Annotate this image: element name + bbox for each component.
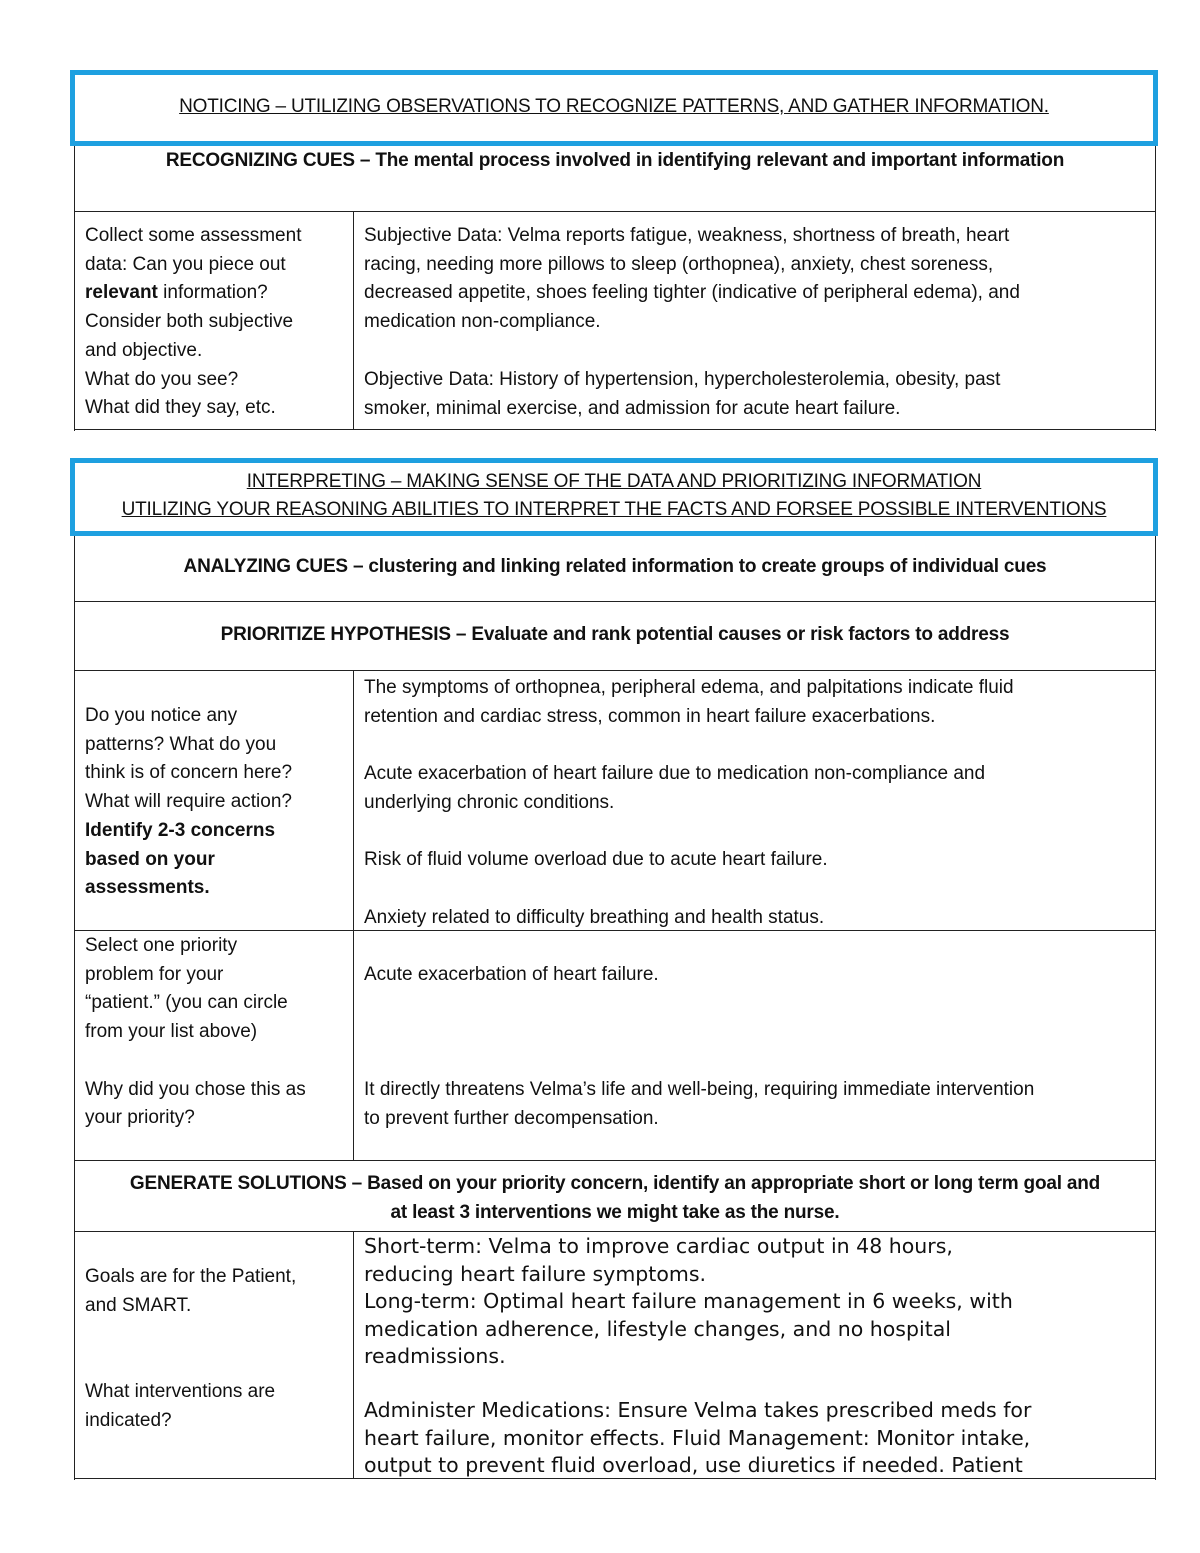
goals-answer: Short-term: Velma to improve cardiac output in 48 hours, reducing heart failure symptoms. Long-term: Optimal heart failure management in 6 weeks, with medication adherence, lifestyle changes, and no hospital readmissions. <box>364 1234 1013 1368</box>
interpreting-title-2: UTILIZING YOUR REASONING ABILITIES TO INTERPRET THE FACTS AND FORSEE POSSIBLE INTERVENTIONS <box>121 499 1107 520</box>
recognizing-cues-heading: RECOGNIZING CUES – The mental process involved in identifying relevant and important information <box>165 150 1065 171</box>
why-answer: It directly threatens Velma’s life and well-being, requiring immediate intervention to prevent further decompensation. <box>364 1079 1035 1129</box>
interventions-answer: Administer Medications: Ensure Velma takes prescribed meds for heart failure, monitor effects. Fluid Management: Monitor intake, output to prevent fluid overload, use diuretics if needed. Patient <box>364 1398 1032 1477</box>
divider <box>74 930 1156 931</box>
divider <box>74 1231 1156 1232</box>
divider <box>74 601 1156 602</box>
divider <box>74 429 1156 430</box>
priority-prompt: Select one priority problem for your “patient.” (you can circle from your list above) Why did you chose this as your priority? <box>85 935 306 1129</box>
divider <box>353 670 354 1161</box>
divider <box>353 211 354 430</box>
concerns-list: The symptoms of orthopnea, peripheral edema, and palpitations indicate fluid retention and cardiac stress, common in heart failure exacerbations. Acute exacerbation of heart failure due to medication non-compliance and underlying chronic conditions. Risk of fluid volume overload due to acute heart failure. Anxiety related to difficulty breathing and health status. <box>364 677 1014 928</box>
objective-data: Objective Data: History of hypertension, hypercholesterolemia, obesity, past smoker, minimal exercise, and admission for acute heart failure. <box>364 369 1001 419</box>
generate-solutions-heading: GENERATE SOLUTIONS – Based on your priority concern, identify an appropriate short or long term goal and at least 3 interventions we might take as the nurse. <box>129 1173 1101 1223</box>
divider <box>74 670 1156 671</box>
divider <box>74 1160 1156 1161</box>
noticing-prompt: Collect some assessment data: Can you piece out relevant information? Consider both subjective and objective. What do you see? What did they say, etc. <box>85 225 302 419</box>
goals-prompt: Goals are for the Patient, and SMART. <box>85 1266 297 1316</box>
prioritize-hypothesis-heading: PRIORITIZE HYPOTHESIS – Evaluate and rank potential causes or risk factors to address <box>220 624 1010 645</box>
divider <box>353 1231 354 1479</box>
patterns-prompt: Do you notice any patterns? What do you think is of concern here? What will require action? Identify 2-3 concerns based on your assessments. <box>85 705 293 899</box>
divider <box>74 1478 1156 1479</box>
interpreting-header-box <box>70 458 1158 536</box>
analyzing-cues-heading: ANALYZING CUES – clustering and linking related information to create groups of individual cues <box>183 556 1047 577</box>
subjective-data: Subjective Data: Velma reports fatigue, weakness, shortness of breath, heart racing, needing more pillows to sleep (orthopnea), anxiety, chest soreness, decreased appetite, shoes feeling tighter (indicative of peripheral edema), and medication non-compliance. <box>364 225 1020 333</box>
noticing-title: NOTICING – UTILIZING OBSERVATIONS TO RECOGNIZE PATTERNS, AND GATHER INFORMATION. <box>179 96 1049 117</box>
divider <box>74 211 1156 212</box>
interventions-prompt: What interventions are indicated? <box>85 1381 276 1431</box>
interpreting-title-1: INTERPRETING – MAKING SENSE OF THE DATA AND PRIORITIZING INFORMATION <box>246 471 982 492</box>
priority-answer: Acute exacerbation of heart failure. <box>364 964 659 985</box>
